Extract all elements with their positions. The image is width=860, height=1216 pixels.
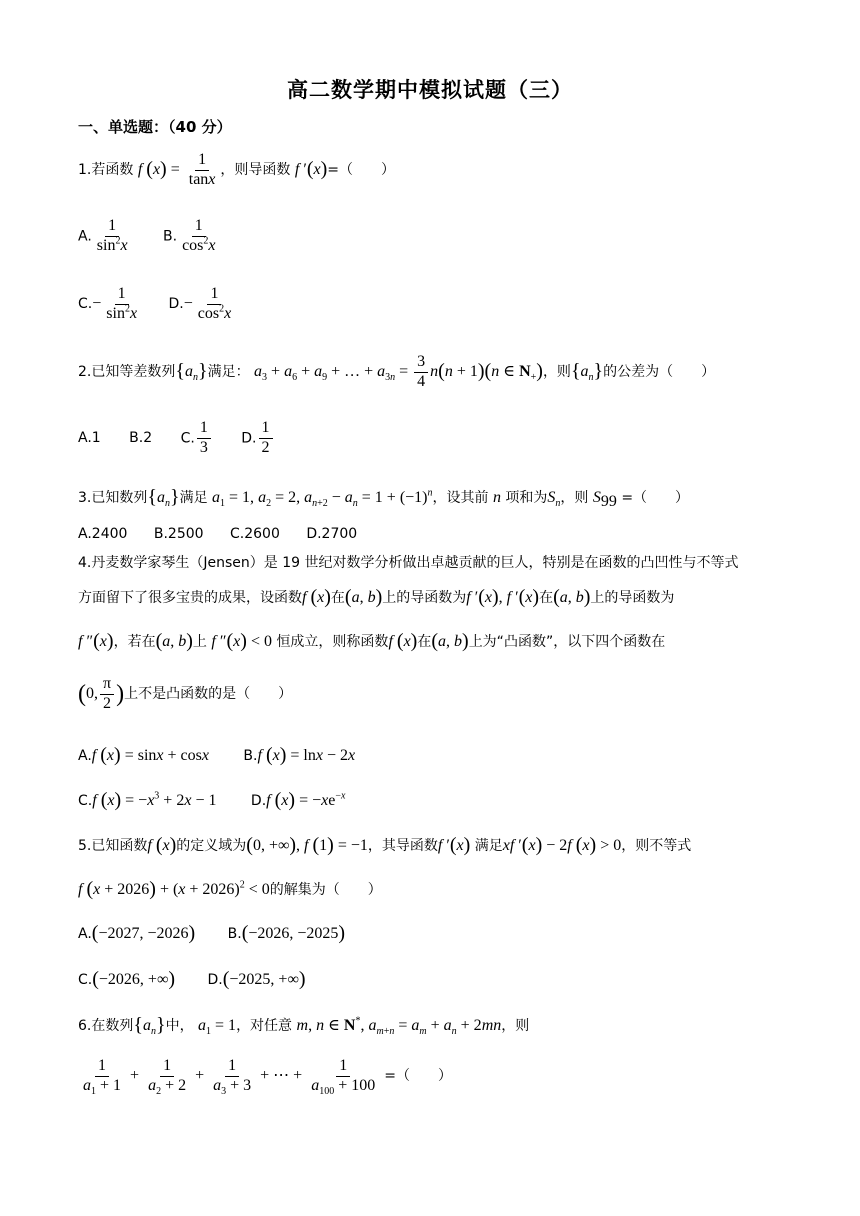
q2-option-d[interactable]: D. $\frac{1}{2}$ <box>241 420 274 457</box>
question-5-options-cd <box>78 968 306 991</box>
q5-option-b[interactable]: B.(−2026, −2025) <box>227 922 346 944</box>
page-title: 高二数学期中模拟试题（三） <box>287 78 573 102</box>
q3-option-d[interactable]: D.2700 <box>306 526 358 542</box>
question-4-options-cd <box>78 789 345 812</box>
q3-option-c[interactable]: C.2600 <box>230 526 280 542</box>
q4-option-b[interactable]: B.f (x) = lnx − 2x <box>243 744 356 766</box>
q2-option-a[interactable]: A.1 <box>78 430 101 447</box>
question-1: 1.若函数 f (x) = $\frac{1}{\tan x}$ ，则导函数 f ′(x)=（ ） <box>78 151 395 188</box>
question-4-line-3: f ″(x)，若在(a, b)上 f ″(x) < 0 恒成立，则称函数f (x)在(a, b)上为“凸函数”，以下四个函数在 <box>78 630 666 652</box>
question-1-options-ab <box>78 218 221 255</box>
question-4-line-1: 4.丹麦数学家琴生（Jensen）是 19 世纪对数学分析做出卓越贡献的巨人，特别是在函数的凸凹性与不等式 <box>78 555 739 571</box>
question-6-line-2: $\frac{1}{a_1 + 1}$ + $\frac{1}{a_2 + 2}$ + $\frac{1}{a_3 + 3}$ + ⋯ + $\frac{1}{a_{100} + 100}$ =（ ） <box>83 1057 452 1097</box>
question-2: 2.已知等差数列$\{a_n\}$满足： $a_3 + a_6 + a_9$ + … + $a_{3n}$ = $\frac{3}{4}$ n(n + 1)(n ∈ $N_+$)，则$\{a_n\}$的公差为（ ） <box>78 353 716 390</box>
q2-option-b[interactable]: B.2 <box>129 430 153 447</box>
q4-option-a[interactable]: A.f (x) = sinx + cosx <box>78 744 209 766</box>
question-3: 3.已知数列$\{a_n\}$满足 $a_1 = 1$, $a_2 = 2$, $a_{n+2} - a_n = 1 + (-1)^n$，设其前 n 项和为$S_n$，则 $S_{99}$ =（ ） <box>78 486 690 510</box>
section-heading: 一、单选题：（40 分） <box>78 118 232 136</box>
question-5-options-ab <box>78 922 345 945</box>
question-3-options <box>78 526 357 542</box>
q5-option-d[interactable]: D.(−2025, +∞) <box>207 968 306 990</box>
question-2-options <box>78 420 275 457</box>
q5-option-c[interactable]: C.(−2026, +∞) <box>78 968 176 990</box>
q5-option-a[interactable]: A.(−2027, −2026) <box>78 922 196 944</box>
q3-option-b[interactable]: B.2500 <box>153 526 204 542</box>
q2-option-c[interactable]: C. $\frac{1}{3}$ <box>181 420 213 457</box>
question-4-options-ab <box>78 744 355 767</box>
q3-option-a[interactable]: A.2400 <box>78 526 128 542</box>
q1-option-b[interactable]: B. $\frac{1}{\cos^2x}$ <box>163 217 216 254</box>
question-5-line-1: 5.已知函数f (x)的定义域为(0, +∞), f (1) = −1，其导函数f ′(x) 满足xf ′(x) − 2f (x) > 0，则不等式 <box>78 834 692 856</box>
question-4-line-2: 方面留下了很多宝贵的成果，设函数f (x)在(a, b)上的导函数为f ′(x), f ′(x)在(a, b)上的导函数为 <box>78 586 675 608</box>
q4-option-c[interactable]: C.f $(x) = -x^3 + 2x - 1$ <box>78 789 217 811</box>
q1-option-a[interactable]: A. $\frac{1}{\sin^2x}$ <box>78 217 128 254</box>
q4-option-d[interactable]: D.f $(x) = -xe^{-x}$ <box>250 789 346 811</box>
question-1-options-cd <box>78 286 236 323</box>
question-5-line-2: f $(x + 2026) + (x + 2026)^2 < 0$的解集为（ ） <box>78 878 382 900</box>
question-6-line-1: 6.在数列$\{a_n\}$中， $a_1 = 1$，对任意 m, n ∈ N*, $a_{m+n} = a_m + a_n + 2mn$，则 <box>78 1014 530 1038</box>
question-4-line-4: (0, $\frac{\pi}{2}$ )上不是凸函数的是（ ） <box>78 675 293 712</box>
q1-option-d[interactable]: D.− $\frac{1}{\cos^2x}$ <box>168 285 232 322</box>
q1-option-c[interactable]: C.− $\frac{1}{\sin^2x}$ <box>78 285 138 322</box>
